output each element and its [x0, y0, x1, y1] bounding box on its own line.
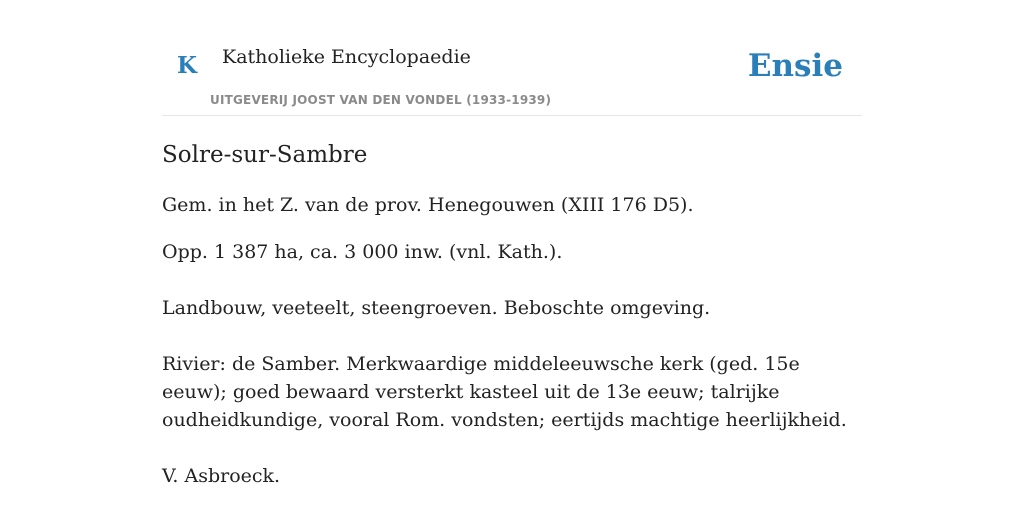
- entry-paragraph-history: Rivier: de Samber. Merkwaardige middeleeuwsche kerk (ged. 15e eeuw); goed bewaard versterkt kasteel uit de 13e eeuw; talrijke oudheidkundige, vooral Rom. vondsten; eertijds machtige heerlijkheid.: [162, 353, 847, 431]
- entry-paragraph-location: Gem. in het Z. van de prov. Henegouwen (XIII 176 D5).: [162, 194, 694, 216]
- entry-paragraph-economy: Landbouw, veeteelt, steengroeven. Beboschte omgeving.: [162, 297, 711, 319]
- entry-content: [162, 139, 862, 490]
- publisher-label: UITGEVERIJ JOOST VAN DEN VONDEL (1933-1939): [210, 93, 552, 107]
- encyclopedia-logo-icon[interactable]: K: [177, 52, 197, 79]
- entry-title: Solre-sur-Sambre: [162, 142, 368, 168]
- entry-paragraph-area: Opp. 1 387 ha, ca. 3 000 inw. (vnl. Kath.).: [162, 241, 563, 263]
- site-title[interactable]: Katholieke Encyclopaedie: [222, 46, 471, 68]
- site-header: [162, 0, 862, 116]
- entry-author: V. Asbroeck.: [162, 465, 281, 487]
- ensie-brand-logo[interactable]: Ensie: [747, 48, 843, 84]
